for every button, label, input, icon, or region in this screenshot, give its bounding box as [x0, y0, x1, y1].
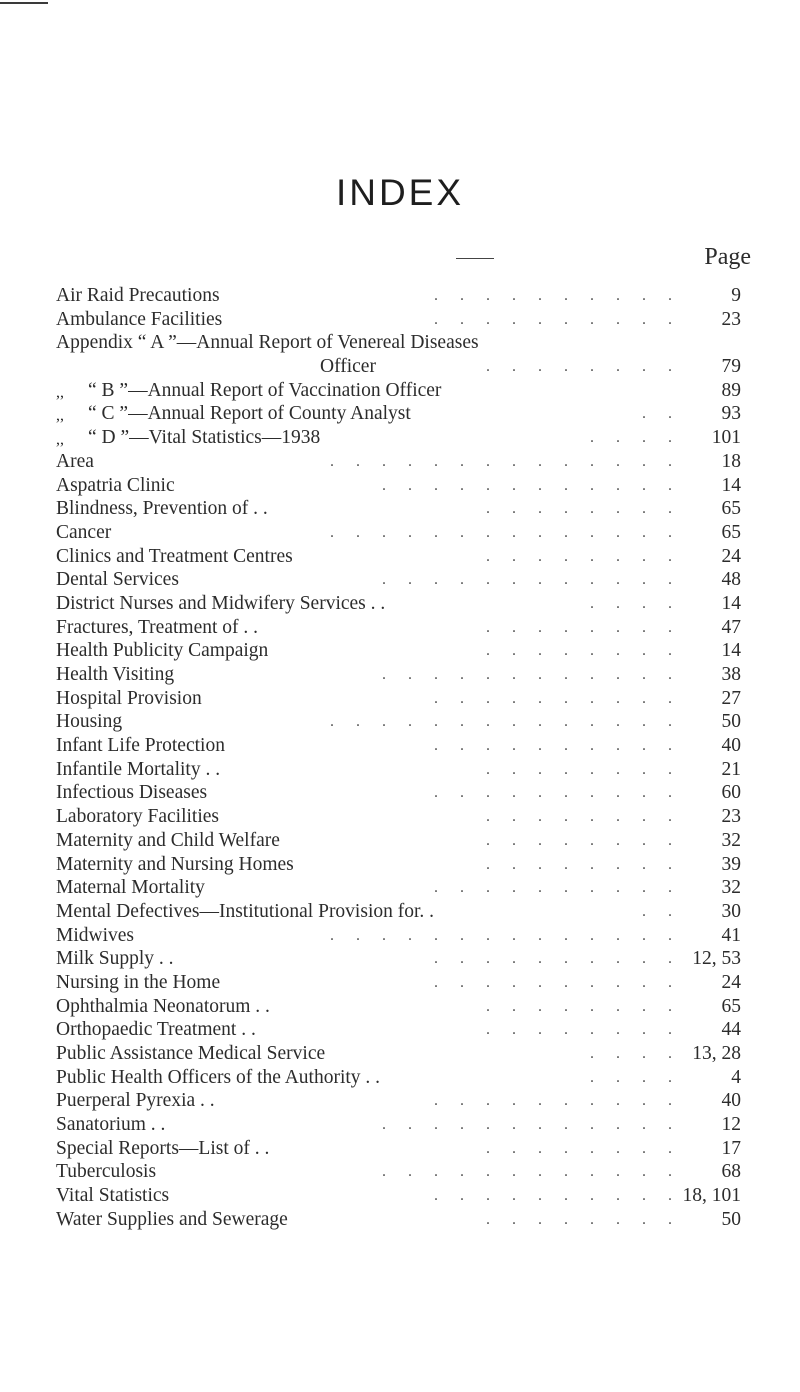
- entry-text: Fractures, Treatment of . .: [56, 616, 259, 638]
- entry-page: 17: [721, 1137, 741, 1159]
- entry-leader: . .: [642, 902, 681, 920]
- entry-page: 65: [721, 521, 741, 543]
- index-entry: [56, 1066, 741, 1090]
- entry-leader: . . . . . . . . . . . . . .: [330, 452, 681, 470]
- entry-text: Aspatria Clinic: [56, 474, 175, 496]
- header-dash: [456, 258, 494, 259]
- entry-leader: . . . . . . . . . . . .: [382, 476, 681, 494]
- index-entry: [56, 1018, 741, 1042]
- entry-leader: . . . . . . . .: [486, 500, 681, 518]
- index-entry: [56, 829, 741, 853]
- index-entry: [56, 971, 741, 995]
- entry-page: 68: [721, 1161, 741, 1183]
- index-entry: [56, 947, 741, 971]
- entry-leader: . . . . . . . . . .: [434, 737, 681, 755]
- entry-page: 50: [721, 711, 741, 733]
- entry-page: 32: [721, 829, 741, 851]
- entry-text: Laboratory Facilities: [56, 806, 219, 828]
- index-subentry: [56, 402, 741, 426]
- index-entry: [56, 900, 741, 924]
- entry-text: Puerperal Pyrexia . .: [56, 1090, 215, 1112]
- entry-text: Tuberculosis: [56, 1161, 157, 1183]
- entry-page: 24: [721, 971, 741, 993]
- entry-text: Maternity and Child Welfare: [56, 829, 280, 851]
- entry-text: Mental Defectives—Institutional Provision for. .: [56, 900, 435, 922]
- index-entry: [56, 1184, 741, 1208]
- entry-leader: . . . . . . . . . .: [434, 310, 681, 328]
- entry-page: 23: [721, 806, 741, 828]
- index-entry: [56, 1137, 741, 1161]
- page-column-header: [456, 244, 756, 274]
- index-entry: [56, 497, 741, 521]
- entry-text: Public Health Officers of the Authority . .: [56, 1066, 381, 1088]
- entry-page: 79: [721, 356, 741, 378]
- entry-leader: . . . . . . . . . .: [434, 689, 681, 707]
- entry-leader: . . . . . . . . . . . .: [382, 1163, 681, 1181]
- entry-leader: . . . .: [590, 1068, 681, 1086]
- entry-page: 48: [721, 569, 741, 591]
- entry-text: Hospital Provision: [56, 687, 202, 709]
- entry-text: Vital Statistics: [56, 1185, 170, 1207]
- entry-leader: . . . . . . . . . . . . . .: [330, 713, 681, 731]
- index-entry: [56, 308, 741, 332]
- entry-leader: . . . .: [590, 594, 681, 612]
- entry-text: Sanatorium . .: [56, 1114, 166, 1136]
- entry-page: 44: [721, 1019, 741, 1041]
- entry-leader: . . . . . . . .: [486, 808, 681, 826]
- entry-leader: . . . . . . . .: [486, 1139, 681, 1157]
- entry-leader: . . . . . . . . . . . .: [382, 571, 681, 589]
- entry-page: 24: [721, 545, 741, 567]
- index-entry: [56, 1160, 741, 1184]
- entry-text: Ambulance Facilities: [56, 308, 223, 330]
- entry-page: 14: [721, 640, 741, 662]
- entry-text: Area: [56, 450, 94, 472]
- entry-text: Water Supplies and Sewerage: [56, 1208, 288, 1230]
- entry-page: 65: [721, 498, 741, 520]
- entry-text: “ D ”—Vital Statistics—1938: [88, 427, 321, 449]
- entry-page: 12: [721, 1114, 741, 1136]
- index-entry: [56, 1042, 741, 1066]
- entry-page: 4: [731, 1066, 741, 1088]
- index-entry: [56, 924, 741, 948]
- index-entry: [56, 284, 741, 308]
- ditto-mark: ,,: [56, 407, 64, 425]
- index-entry: [56, 853, 741, 877]
- entry-page: 14: [721, 474, 741, 496]
- entry-text: Dental Services: [56, 569, 179, 591]
- entry-page: 41: [721, 924, 741, 946]
- entry-page: 30: [721, 900, 741, 922]
- entry-text: Housing: [56, 711, 123, 733]
- entry-page: 27: [721, 687, 741, 709]
- index-entry: [56, 545, 741, 569]
- entry-leader: . . . . . . . . . . . .: [382, 666, 681, 683]
- entry-page: 14: [721, 592, 741, 614]
- index-entry: [56, 639, 741, 663]
- index-entry: [56, 734, 741, 758]
- entry-leader: . . . . . . . . . .: [434, 973, 681, 991]
- entry-text: Milk Supply . .: [56, 948, 174, 970]
- entry-text: District Nurses and Midwifery Services . .: [56, 592, 386, 614]
- ditto-mark: ,,: [56, 431, 64, 449]
- index-entries: [56, 284, 741, 1232]
- entry-leader: . . . . . . . . . . . . . .: [330, 523, 681, 541]
- entry-leader: . . . . . . . . . . . .: [382, 1116, 681, 1134]
- entry-leader: . . . . . . . . . .: [434, 879, 681, 897]
- entry-text: Cancer: [56, 521, 112, 543]
- entry-leader: . . . . . . . . . .: [434, 784, 681, 802]
- entry-leader: . . . . . . . .: [486, 358, 681, 376]
- entry-text: Nursing in the Home: [56, 971, 221, 993]
- entry-leader: . . . . . . . .: [486, 760, 681, 778]
- index-subentry: [56, 426, 741, 450]
- entry-text: Health Publicity Campaign: [56, 640, 269, 662]
- index-entry: [56, 592, 741, 616]
- index-entry: [56, 568, 741, 592]
- entry-text: Orthopaedic Treatment . .: [56, 1019, 256, 1041]
- entry-text: “ C ”—Annual Report of County Analyst: [88, 403, 411, 425]
- entry-leader: . .: [642, 405, 681, 423]
- entry-text: Special Reports—List of . .: [56, 1137, 270, 1159]
- entry-leader: . . . .: [590, 429, 681, 447]
- entry-page: 93: [721, 403, 741, 425]
- index-entry: [56, 663, 741, 687]
- index-entry: [56, 758, 741, 782]
- ditto-mark: ,,: [56, 383, 64, 401]
- index-entry: [56, 1208, 741, 1232]
- entry-page: 21: [721, 758, 741, 780]
- entry-page: 18, 101: [682, 1185, 741, 1207]
- index-entry: [56, 781, 741, 805]
- entry-text: Appendix “ A ”—Annual Report of Venereal Diseases: [56, 332, 479, 354]
- index-entry: [56, 450, 741, 474]
- entry-text: Ophthalmia Neonatorum . .: [56, 995, 270, 1017]
- entry-leader: . . . . . . . . . .: [434, 1092, 681, 1110]
- entry-leader: . . . . . . . .: [486, 547, 681, 565]
- entry-leader: . . . . . . . .: [486, 997, 681, 1015]
- entry-text: “ B ”—Annual Report of Vaccination Officer: [88, 379, 442, 401]
- entry-page: 40: [721, 1090, 741, 1112]
- entry-text: Officer: [320, 356, 376, 378]
- index-entry: [56, 805, 741, 829]
- index-entry: [56, 1113, 741, 1137]
- entry-text: Clinics and Treatment Centres: [56, 545, 293, 567]
- index-entry: [56, 474, 741, 498]
- index-entry: [56, 876, 741, 900]
- index-entry: [56, 710, 741, 734]
- entry-text: Infantile Mortality . .: [56, 758, 221, 780]
- entry-text: Health Visiting: [56, 664, 175, 685]
- entry-page: 89: [721, 379, 741, 401]
- entry-leader: . . . .: [590, 1045, 681, 1062]
- entry-leader: . . . . . . . . . .: [434, 1187, 681, 1205]
- page-title: INDEX: [335, 172, 465, 213]
- entry-text: Air Raid Precautions: [56, 285, 220, 306]
- entry-text: Blindness, Prevention of . .: [56, 498, 268, 520]
- entry-text: Infant Life Protection: [56, 735, 225, 757]
- index-entry-continuation: [56, 355, 741, 379]
- entry-page: 32: [721, 877, 741, 899]
- entry-page: 9: [731, 285, 741, 306]
- entry-text: Infectious Diseases: [56, 782, 208, 804]
- entry-leader: . . . . . . . .: [486, 831, 681, 849]
- entry-page: 101: [711, 427, 741, 449]
- entry-page: 60: [721, 782, 741, 804]
- entry-leader: . . . . . . . .: [486, 642, 681, 660]
- entry-leader: . . . . . . . . . .: [434, 950, 681, 968]
- entry-page: 47: [721, 616, 741, 638]
- entry-page: 38: [721, 664, 741, 685]
- entry-text: Midwives: [56, 924, 134, 946]
- entry-leader: . . . . . . . .: [486, 1210, 681, 1228]
- index-entry: [56, 521, 741, 545]
- index-entry: [56, 687, 741, 711]
- entry-leader: . . . . . . . . . .: [434, 287, 681, 304]
- entry-page: 50: [721, 1208, 741, 1230]
- entry-page: 40: [721, 735, 741, 757]
- entry-leader: . . . . . . . . . . . . . .: [330, 926, 681, 944]
- entry-page: 13, 28: [692, 1043, 741, 1064]
- entry-page: 12, 53: [692, 948, 741, 970]
- entry-leader: . . . . . . . .: [486, 855, 681, 873]
- entry-text: Public Assistance Medical Service: [56, 1043, 326, 1064]
- entry-leader: . . . . . . . .: [486, 618, 681, 636]
- index-entry: [56, 995, 741, 1019]
- scan-corner-mark: [0, 2, 48, 4]
- index-subentry: [56, 379, 741, 403]
- entry-page: 39: [721, 853, 741, 875]
- index-entry: [56, 1089, 741, 1113]
- entry-leader: . . . . . . . .: [486, 1021, 681, 1039]
- entry-page: 23: [721, 308, 741, 330]
- page-column-label: Page: [704, 244, 751, 270]
- entry-page: 18: [721, 450, 741, 472]
- entry-text: Maternity and Nursing Homes: [56, 853, 294, 875]
- entry-text: Maternal Mortality: [56, 877, 205, 899]
- index-entry: [56, 616, 741, 640]
- index-entry: [56, 331, 741, 355]
- entry-page: 65: [721, 995, 741, 1017]
